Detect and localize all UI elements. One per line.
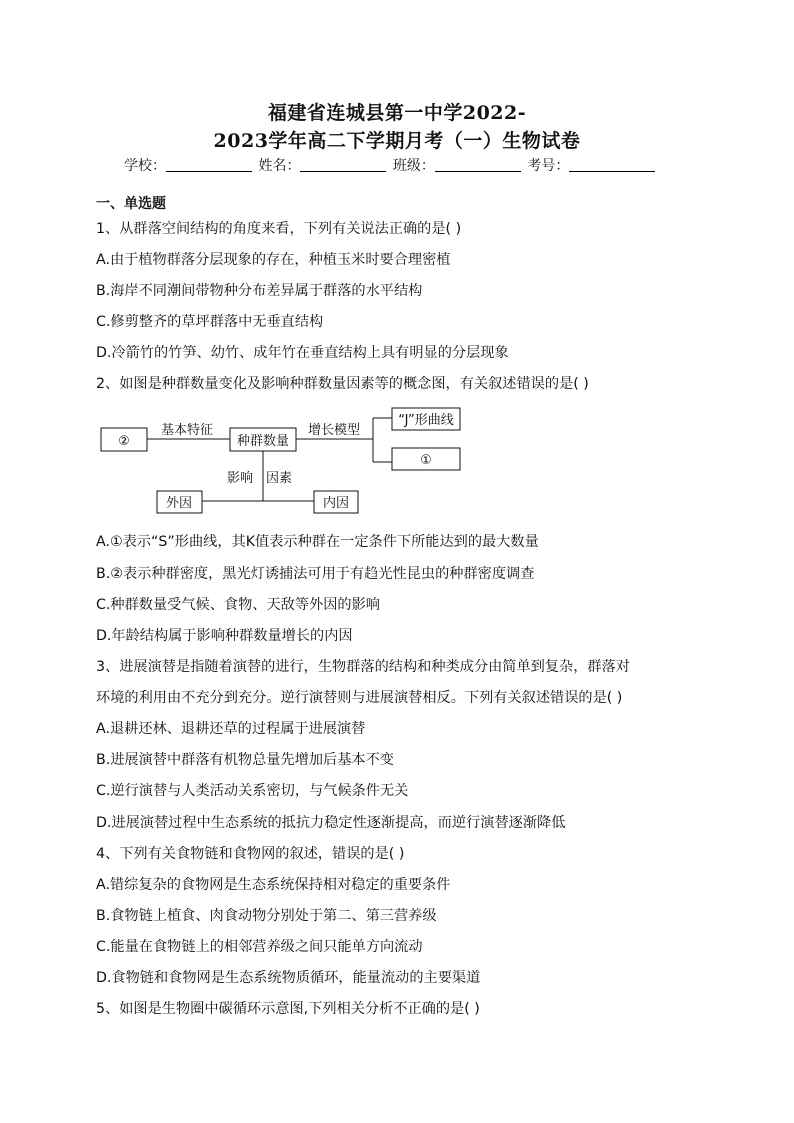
- q1-stem: 1、从群落空间结构的角度来看，下列有关说法正确的是( ): [96, 221, 462, 237]
- box-2-label: ②: [118, 434, 130, 449]
- q1-option-a: A.由于植物群落分层现象的存在，种植玉米时要合理密植: [96, 252, 451, 268]
- label-basic-feature: 基本特征: [160, 423, 214, 438]
- q3-option-d: D.进展演替过程中生态系统的抵抗力稳定性逐渐提高，而逆行演替逐渐降低: [96, 815, 566, 831]
- box-internal-label: 内因: [322, 496, 350, 511]
- q2-option-c: C.种群数量受气候、食物、天敌等外因的影响: [96, 597, 380, 613]
- q2-stem: 2、如图是种群数量变化及影响种群数量因素等的概念图，有关叙述错误的是( ): [96, 376, 589, 392]
- q1-option-c: C.修剪整齐的草坪群落中无垂直结构: [96, 314, 324, 330]
- q4-option-d: D.食物链和食物网是生态系统物质循环，能量流动的主要渠道: [96, 970, 481, 986]
- label-growth-model: 增长模型: [307, 423, 361, 438]
- exam-title-line2: 2023学年高二下学期月考（一）生物试卷: [213, 130, 581, 152]
- exam-number-label: 考号：: [527, 158, 570, 174]
- school-blank[interactable]: [166, 157, 252, 172]
- name-label: 姓名：: [258, 158, 301, 174]
- q1-option-d: D.冷箭竹的竹笋、幼竹、成年竹在垂直结构上具有明显的分层现象: [96, 345, 509, 361]
- section-title: 一、单选题: [96, 196, 166, 212]
- q2-option-a: A.①表示“S”形曲线，其K值表示种群在一定条件下所能达到的最大数量: [96, 534, 539, 550]
- q2-option-b: B.②表示种群密度，黑光灯诱捕法可用于有趋光性昆虫的种群密度调查: [96, 566, 535, 582]
- q4-option-b: B.食物链上植食、肉食动物分别处于第二、第三营养级: [96, 908, 437, 924]
- box-external-label: 外因: [165, 496, 193, 511]
- q4-option-a: A.错综复杂的食物网是生态系统保持相对稳定的重要条件: [96, 877, 451, 893]
- q4-option-c: C.能量在食物链上的相邻营养级之间只能单方向流动: [96, 939, 423, 955]
- student-info-row: [124, 155, 657, 175]
- q3-stem-line2: 环境的利用由不充分到充分。逆行演替则与进展演替相反。下列有关叙述错误的是( ): [96, 690, 623, 706]
- exam-number-blank[interactable]: [569, 157, 655, 172]
- q3-stem-line1: 3、进展演替是指随着演替的进行，生物群落的结构和种类成分由简单到复杂，群落对: [96, 659, 630, 675]
- q3-option-a: A.退耕还林、退耕还草的过程属于进展演替: [96, 721, 366, 737]
- class-blank[interactable]: [435, 157, 521, 172]
- label-factor: 因素: [265, 471, 293, 486]
- school-label: 学校：: [124, 158, 166, 174]
- q3-option-c: C.逆行演替与人类活动关系密切，与气候条件无关: [96, 783, 409, 799]
- q3-option-b: B.进展演替中群落有机物总量先增加后基本不变: [96, 752, 394, 768]
- class-label: 班级：: [392, 158, 435, 174]
- exam-title-line1: 福建省连城县第一中学2022-: [267, 102, 527, 124]
- box-1-label: ①: [420, 453, 432, 468]
- box-j-curve-label: “J”形曲线: [398, 413, 454, 428]
- q1-option-b: B.海岸不同潮间带物种分布差异属于群落的水平结构: [96, 283, 423, 299]
- population-concept-diagram: [96, 404, 476, 524]
- name-blank[interactable]: [300, 157, 386, 172]
- q4-stem: 4、下列有关食物链和食物网的叙述，错误的是( ): [96, 846, 405, 862]
- label-influence: 影响: [226, 471, 254, 486]
- box-population-size-label: 种群数量: [236, 434, 290, 449]
- q5-stem: 5、如图是生物圈中碳循环示意图,下列相关分析不正确的是( ): [96, 1001, 480, 1017]
- q2-option-d: D.年龄结构属于影响种群数量增长的内因: [96, 628, 353, 644]
